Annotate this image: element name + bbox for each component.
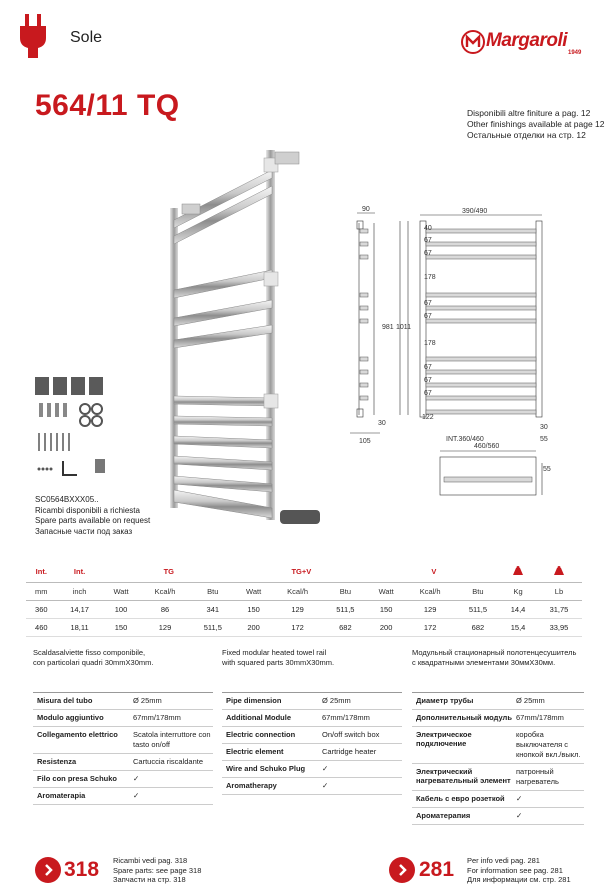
feature-row [33,771,213,788]
table-cell: 460 [26,618,57,636]
plug-icon [18,14,48,58]
info-page-ref[interactable]: 281 [419,858,455,881]
feature-row [222,710,402,727]
logo-year: 1949 [568,50,582,56]
feature-value: Ø 25mm [133,696,162,705]
table-cell: 129 [140,618,191,636]
unit-cell: Watt [235,582,272,600]
weight-icon [554,566,564,575]
description-ru [412,648,576,668]
dim-spacing: 67 [424,300,432,307]
feature-key: Electric connection [226,730,296,739]
logo-text: Margaroli [486,30,568,51]
unit-cell: Kcal/h [272,582,323,600]
table-cell: 341 [191,600,236,618]
dim-side-base: 105 [359,438,371,445]
feature-key: Aromaterapia [37,791,86,800]
unit-cell: Watt [103,582,140,600]
spare-parts-en: Spare parts available on request [35,516,151,525]
spare-parts-ref-text [113,856,201,885]
table-cell: 682 [456,618,501,636]
unit-cell: Btu [456,582,501,600]
description-line: с квадратными элементами 30ммX30мм. [412,658,556,667]
description-line: Модульный стационарный полотенцесушитель [412,648,577,657]
chevron-right-icon [389,857,415,883]
feature-key: Modulo aggiuntivo [37,713,104,722]
spare-parts-code: SC0564BXXX05.. [35,495,99,504]
footer-line: Spare parts: see page 318 [113,865,202,875]
dim-side-height: 981 [382,324,394,331]
col-kg [500,562,536,582]
table-cell: 511,5 [191,618,236,636]
dim-spacing: 178 [424,274,436,281]
feature-row [412,791,584,808]
table-cell: 172 [405,618,456,636]
feature-row [222,744,402,761]
description-it [33,648,153,668]
dim-spacing: 67 [424,313,432,320]
col-int-inch: Int. [73,567,86,577]
col-v: V [431,567,437,577]
dim-spacing: 122 [422,414,434,421]
dim-top-depth: 55 [543,466,551,473]
spare-parts-page-ref[interactable]: 318 [64,858,100,881]
dim-spacing: 178 [424,340,436,347]
drawing-bars [360,229,536,482]
table-cell: 682 [323,618,368,636]
info-link-icon[interactable] [389,857,415,883]
weight-icon [513,566,523,575]
spare-parts-link-icon[interactable] [35,857,61,883]
chevron-right-icon [35,857,61,883]
feature-value: 67mm/178mm [322,713,370,722]
table-cell: 18,11 [57,618,103,636]
dim-spacing: 67 [424,390,432,397]
spare-parts-it: Ricambi disponibili a richiesta [35,505,140,515]
dim-top-width: 460/560 [474,443,500,450]
spare-parts-note [35,495,150,537]
feature-row [33,727,213,754]
feature-row [33,754,213,771]
technical-drawing [340,205,590,505]
feature-value: ✓ [516,811,523,820]
feature-value: Ø 25mm [516,696,545,705]
feature-value: ✓ [133,791,140,800]
footer-line: Запчасти на стр. 318 [113,875,186,884]
spec-table [26,562,582,637]
finishes-note [467,108,605,141]
feature-row [412,710,584,727]
feature-key: Электрический нагревательный элемент [416,767,511,785]
features-ru [412,692,584,825]
dim-side-height2: 1011 [396,324,412,331]
description-line: con particolari quadri 30mmX30mm. [33,658,154,667]
table-cell: 129 [405,600,456,618]
table-cell: 14,4 [500,600,536,618]
feature-key: Кабель с евро розеткой [416,794,505,803]
table-cell: 14,17 [57,600,103,618]
feature-row [412,808,584,825]
feature-row [412,692,584,710]
unit-cell: Watt [368,582,405,600]
product-line: Sole [70,29,103,46]
description-line: with squared parts 30mmX30mm. [222,658,335,667]
table-cell: 511,5 [456,600,501,618]
unit-cell: Lb [536,582,582,600]
unit-cell: Kcal/h [140,582,191,600]
unit-cell: Btu [323,582,368,600]
col-tg: TG [163,567,174,577]
finishes-note-it: Disponibili altre finiture a pag. 12 [467,108,591,118]
col-tgv: TG+V [291,567,312,577]
table-cell: 200 [235,618,272,636]
feature-value: Scatola interruttore con tasto on/off [133,730,211,749]
table-cell: 360 [26,600,57,618]
table-cell: 200 [368,618,405,636]
dim-spacing: 67 [424,250,432,257]
feature-key: Aromatherapy [226,781,277,790]
feature-row [33,692,213,710]
dim-side-top: 90 [362,206,370,213]
feature-value: 67mm/178mm [133,713,181,722]
table-cell: 31,75 [536,600,582,618]
col-int-mm: Int. [35,567,47,577]
table-row [26,618,582,636]
dim-front-width: 390/490 [462,208,488,215]
unit-cell: Btu [191,582,236,600]
feature-value: On/off switch box [322,730,380,739]
table-cell: 129 [272,600,323,618]
table-cell: 100 [103,600,140,618]
spare-parts-ru: Запасные части под заказ [35,526,133,536]
features-en [222,692,402,795]
table-cell: 86 [140,600,191,618]
feature-value: коробка выключателя с кнопкой вкл./выкл. [516,730,581,759]
table-cell: 33,95 [536,618,582,636]
unit-cell: Kg [500,582,536,600]
feature-value: ✓ [133,774,140,783]
feature-value: ✓ [322,764,329,773]
footer-line: Ricambi vedi pag. 318 [113,856,188,865]
feature-key: Electric element [226,747,284,756]
model-title: 564/11 TQ [35,89,180,122]
feature-row [33,788,213,805]
feature-key: Filo con presa Schuko [37,774,118,783]
feature-key: Электрическое подключение [416,730,472,748]
dim-spacing: 40 [424,225,432,232]
feature-key: Additional Module [226,713,291,722]
feature-value: Cartuccia riscaldante [133,757,204,766]
feature-value: патронный нагреватель [516,767,559,786]
dim-side-bottom: 30 [378,420,386,427]
feature-key: Collegamento elettrico [37,730,118,739]
finishes-note-en: Other finishings available at page 12 [467,119,605,129]
table-cell: 15,4 [500,618,536,636]
footer-line: Per info vedi pag. 281 [467,856,540,865]
table-cell: 150 [103,618,140,636]
description-line: Fixed modular heated towel rail [222,648,327,657]
description-line: Scaldasalviette fisso componibile, [33,648,146,657]
footer-line: For information see pag. 281 [467,865,563,875]
feature-row [222,778,402,795]
table-row [26,600,582,618]
table-cell: 172 [272,618,323,636]
table-cell: 511,5 [323,600,368,618]
feature-row [412,727,584,764]
feature-row [222,727,402,744]
feature-key: Диаметр трубы [416,696,474,705]
footer-line: Для информации см. стр. 281 [467,875,571,884]
unit-cell: Kcal/h [405,582,456,600]
spare-parts-photo [33,375,118,485]
feature-key: Misura del tubo [37,696,93,705]
feature-row [222,761,402,778]
product-photo [160,140,325,535]
col-lb [536,562,582,582]
feature-value: Cartridge heater [322,747,377,756]
feature-key: Wire and Schuko Plug [226,764,306,773]
dim-front-offset: 55 [540,436,548,443]
dim-front-right: 30 [540,424,548,431]
feature-row [222,692,402,710]
unit-cell: mm [26,582,57,600]
feature-key: Resistenza [37,757,77,766]
finishes-note-ru: Остальные отделки на стр. 12 [467,130,586,140]
feature-value: ✓ [516,794,523,803]
feature-row [33,710,213,727]
features-it [33,692,213,805]
table-cell: 150 [368,600,405,618]
feature-value: ✓ [322,781,329,790]
dim-spacing: 67 [424,237,432,244]
dim-front-int: INT.360/460 [446,436,484,443]
feature-key: Ароматерапия [416,811,471,820]
unit-cell: inch [57,582,103,600]
units-row [26,582,582,600]
feature-row [412,764,584,791]
info-ref-text [467,856,571,885]
feature-key: Дополнительный модуль [416,713,512,722]
dim-spacing: 67 [424,364,432,371]
table-cell: 150 [235,600,272,618]
feature-key: Pipe dimension [226,696,282,705]
margaroli-logo-icon [461,30,485,54]
feature-value: Ø 25mm [322,696,351,705]
description-en [222,648,334,668]
feature-value: 67mm/178mm [516,713,564,722]
dim-spacing: 67 [424,377,432,384]
